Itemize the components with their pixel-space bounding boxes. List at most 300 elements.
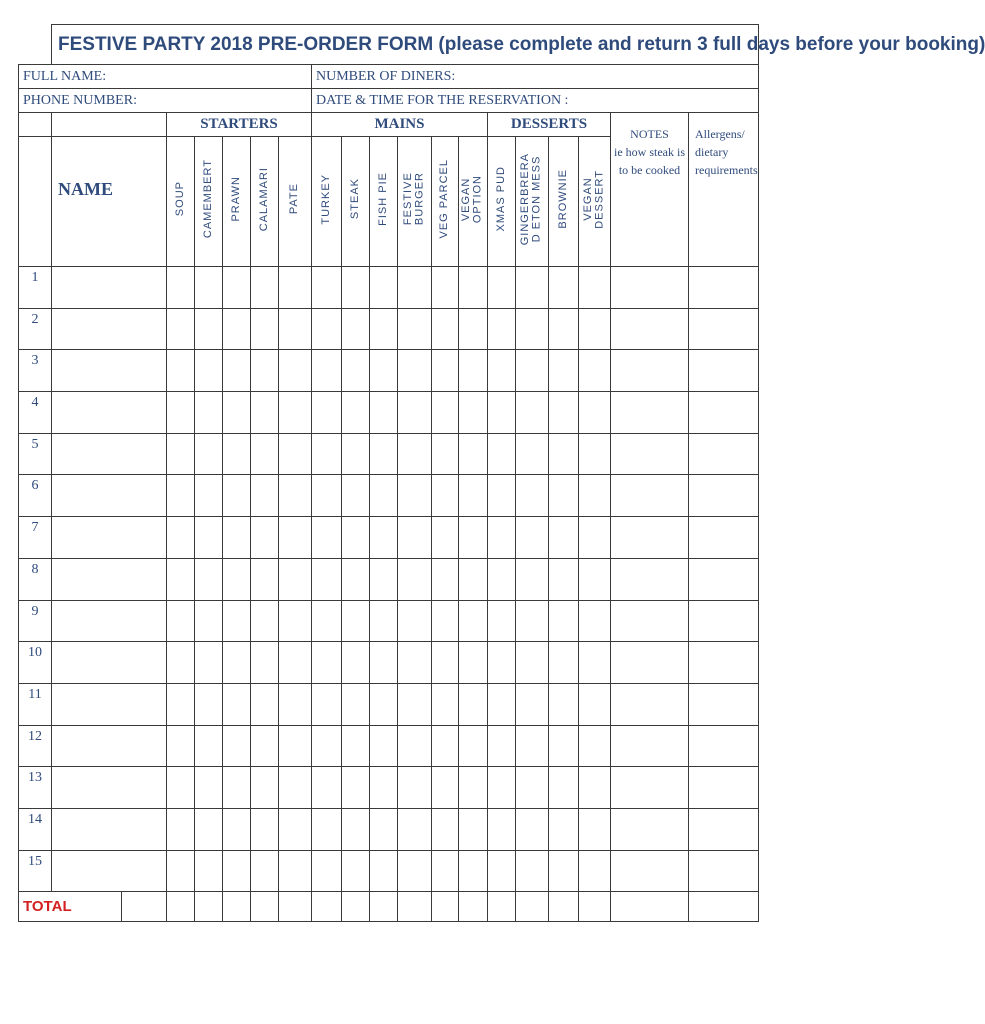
dish-qty-cell[interactable] — [549, 558, 579, 600]
dish-qty-cell[interactable] — [370, 808, 398, 850]
dish-qty-cell[interactable] — [459, 558, 488, 600]
dish-qty-cell[interactable] — [195, 642, 223, 684]
dish-qty-cell[interactable] — [398, 642, 432, 684]
allergens-cell[interactable] — [689, 433, 759, 475]
dish-qty-cell[interactable] — [370, 725, 398, 767]
notes-cell[interactable] — [611, 642, 689, 684]
dish-qty-cell[interactable] — [370, 350, 398, 392]
dish-qty-cell[interactable] — [432, 558, 459, 600]
dish-qty-cell[interactable] — [398, 350, 432, 392]
total-cell[interactable] — [312, 892, 342, 922]
total-cell[interactable] — [167, 892, 195, 922]
dish-header-dessert-3 — [579, 137, 611, 267]
dish-qty-cell[interactable] — [223, 267, 251, 309]
dish-qty-cell[interactable] — [579, 475, 611, 517]
dish-qty-cell[interactable] — [167, 850, 195, 892]
dish-qty-cell[interactable] — [251, 683, 279, 725]
dish-qty-cell[interactable] — [195, 392, 223, 434]
dish-qty-cell[interactable] — [279, 808, 312, 850]
dish-qty-cell[interactable] — [488, 808, 516, 850]
dish-qty-cell[interactable] — [370, 308, 398, 350]
dish-qty-cell[interactable] — [432, 808, 459, 850]
dish-qty-cell[interactable] — [251, 767, 279, 809]
diner-name-cell[interactable] — [52, 433, 167, 475]
dish-qty-cell[interactable] — [459, 683, 488, 725]
dish-qty-cell[interactable] — [398, 392, 432, 434]
dish-qty-cell[interactable] — [432, 517, 459, 559]
diner-name-cell[interactable] — [52, 725, 167, 767]
dish-qty-cell[interactable] — [459, 392, 488, 434]
diner-name-cell[interactable] — [52, 308, 167, 350]
dish-qty-cell[interactable] — [488, 475, 516, 517]
dish-qty-cell[interactable] — [223, 392, 251, 434]
dish-qty-cell[interactable] — [251, 642, 279, 684]
dish-qty-cell[interactable] — [195, 725, 223, 767]
dish-qty-cell[interactable] — [342, 808, 370, 850]
dish-qty-cell[interactable] — [370, 433, 398, 475]
dish-qty-cell[interactable] — [370, 850, 398, 892]
dish-qty-cell[interactable] — [312, 517, 342, 559]
dish-header-main-1 — [342, 137, 370, 267]
dish-qty-cell[interactable] — [459, 767, 488, 809]
dish-qty-cell[interactable] — [516, 642, 549, 684]
total-cell[interactable] — [459, 892, 488, 922]
dish-qty-cell[interactable] — [549, 850, 579, 892]
dish-qty-cell[interactable] — [279, 517, 312, 559]
dish-qty-cell[interactable] — [167, 267, 195, 309]
notes-cell[interactable] — [611, 267, 689, 309]
dish-qty-cell[interactable] — [459, 267, 488, 309]
dish-qty-cell[interactable] — [279, 475, 312, 517]
diner-name-cell[interactable] — [52, 392, 167, 434]
dish-qty-cell[interactable] — [312, 683, 342, 725]
dish-qty-cell[interactable] — [342, 767, 370, 809]
dish-qty-cell[interactable] — [195, 558, 223, 600]
dish-qty-cell[interactable] — [488, 517, 516, 559]
total-cell[interactable] — [432, 892, 459, 922]
dish-qty-cell[interactable] — [342, 350, 370, 392]
notes-cell[interactable] — [611, 850, 689, 892]
dish-qty-cell[interactable] — [251, 558, 279, 600]
dish-label: SOUP — [173, 181, 186, 217]
dish-qty-cell[interactable] — [195, 850, 223, 892]
dish-qty-cell[interactable] — [579, 558, 611, 600]
dish-qty-cell[interactable] — [516, 558, 549, 600]
dish-qty-cell[interactable] — [279, 433, 312, 475]
dish-qty-cell[interactable] — [549, 642, 579, 684]
dish-qty-cell[interactable] — [459, 808, 488, 850]
dish-qty-cell[interactable] — [279, 267, 312, 309]
dish-qty-cell[interactable] — [579, 350, 611, 392]
dish-qty-cell[interactable] — [167, 475, 195, 517]
dish-header-main-0 — [312, 137, 342, 267]
dish-qty-cell[interactable] — [223, 433, 251, 475]
total-cell[interactable] — [488, 892, 516, 922]
dish-qty-cell[interactable] — [398, 683, 432, 725]
total-cell[interactable] — [579, 892, 611, 922]
dish-qty-cell[interactable] — [279, 350, 312, 392]
notes-cell[interactable] — [611, 308, 689, 350]
notes-cell[interactable] — [611, 350, 689, 392]
dish-qty-cell[interactable] — [488, 350, 516, 392]
dish-qty-cell[interactable] — [251, 475, 279, 517]
dish-qty-cell[interactable] — [312, 808, 342, 850]
dish-qty-cell[interactable] — [549, 350, 579, 392]
dish-qty-cell[interactable] — [342, 725, 370, 767]
dish-qty-cell[interactable] — [432, 767, 459, 809]
dish-qty-cell[interactable] — [342, 392, 370, 434]
dish-qty-cell[interactable] — [370, 517, 398, 559]
dish-qty-cell[interactable] — [251, 808, 279, 850]
dish-qty-cell[interactable] — [195, 808, 223, 850]
dish-qty-cell[interactable] — [223, 642, 251, 684]
diner-name-cell[interactable] — [52, 808, 167, 850]
dish-qty-cell[interactable] — [251, 850, 279, 892]
dish-qty-cell[interactable] — [195, 350, 223, 392]
dish-qty-cell[interactable] — [432, 350, 459, 392]
dish-qty-cell[interactable] — [167, 808, 195, 850]
dish-qty-cell[interactable] — [549, 433, 579, 475]
dish-qty-cell[interactable] — [167, 642, 195, 684]
dish-qty-cell[interactable] — [398, 808, 432, 850]
dish-qty-cell[interactable] — [167, 767, 195, 809]
dish-qty-cell[interactable] — [432, 642, 459, 684]
dish-qty-cell[interactable] — [167, 683, 195, 725]
diner-name-cell[interactable] — [52, 350, 167, 392]
dish-qty-cell[interactable] — [432, 600, 459, 642]
diner-name-cell[interactable] — [52, 558, 167, 600]
dish-qty-cell[interactable] — [251, 600, 279, 642]
allergens-cell[interactable] — [689, 350, 759, 392]
dish-qty-cell[interactable] — [312, 600, 342, 642]
dish-qty-cell[interactable] — [459, 517, 488, 559]
dish-qty-cell[interactable] — [279, 725, 312, 767]
dish-qty-cell[interactable] — [516, 517, 549, 559]
dish-qty-cell[interactable] — [370, 558, 398, 600]
dish-qty-cell[interactable] — [459, 600, 488, 642]
dish-qty-cell[interactable] — [167, 433, 195, 475]
dish-qty-cell[interactable] — [432, 267, 459, 309]
dish-qty-cell[interactable] — [167, 517, 195, 559]
total-cell[interactable] — [251, 892, 279, 922]
dish-qty-cell[interactable] — [579, 392, 611, 434]
dish-qty-cell[interactable] — [459, 475, 488, 517]
dish-qty-cell[interactable] — [195, 683, 223, 725]
dish-qty-cell[interactable] — [223, 475, 251, 517]
dish-qty-cell[interactable] — [370, 600, 398, 642]
full-name-field[interactable]: FULL NAME: — [19, 65, 312, 89]
dish-qty-cell[interactable] — [516, 433, 549, 475]
dish-qty-cell[interactable] — [251, 433, 279, 475]
dish-qty-cell[interactable] — [342, 308, 370, 350]
dish-qty-cell[interactable] — [579, 267, 611, 309]
notes-cell[interactable] — [611, 433, 689, 475]
total-cell[interactable] — [398, 892, 432, 922]
dish-qty-cell[interactable] — [251, 308, 279, 350]
dish-qty-cell[interactable] — [342, 683, 370, 725]
diner-name-cell[interactable] — [52, 475, 167, 517]
dish-qty-cell[interactable] — [195, 267, 223, 309]
dish-qty-cell[interactable] — [279, 392, 312, 434]
dish-qty-cell[interactable] — [549, 475, 579, 517]
total-cell[interactable] — [689, 892, 759, 922]
dish-qty-cell[interactable] — [223, 683, 251, 725]
dish-qty-cell[interactable] — [398, 475, 432, 517]
allergens-cell[interactable] — [689, 517, 759, 559]
dish-qty-cell[interactable] — [398, 308, 432, 350]
dish-qty-cell[interactable] — [370, 642, 398, 684]
dish-qty-cell[interactable] — [488, 642, 516, 684]
total-cell[interactable] — [342, 892, 370, 922]
dish-qty-cell[interactable] — [223, 600, 251, 642]
dish-qty-cell[interactable] — [223, 558, 251, 600]
allergens-cell[interactable] — [689, 642, 759, 684]
notes-cell[interactable] — [611, 558, 689, 600]
dish-qty-cell[interactable] — [432, 850, 459, 892]
dish-qty-cell[interactable] — [251, 392, 279, 434]
dish-qty-cell[interactable] — [579, 517, 611, 559]
diner-name-cell[interactable] — [52, 517, 167, 559]
dish-qty-cell[interactable] — [398, 725, 432, 767]
dish-qty-cell[interactable] — [312, 433, 342, 475]
notes-cell[interactable] — [611, 475, 689, 517]
dish-qty-cell[interactable] — [488, 392, 516, 434]
dish-qty-cell[interactable] — [398, 767, 432, 809]
phone-number-field[interactable]: PHONE NUMBER: — [19, 89, 312, 113]
dish-qty-cell[interactable] — [312, 475, 342, 517]
dish-qty-cell[interactable] — [516, 350, 549, 392]
dish-qty-cell[interactable] — [549, 683, 579, 725]
dish-qty-cell[interactable] — [432, 683, 459, 725]
diner-row — [19, 600, 759, 642]
total-cell[interactable] — [370, 892, 398, 922]
dish-qty-cell[interactable] — [312, 350, 342, 392]
dish-qty-cell[interactable] — [488, 558, 516, 600]
dish-qty-cell[interactable] — [279, 308, 312, 350]
dish-qty-cell[interactable] — [342, 433, 370, 475]
dish-qty-cell[interactable] — [195, 767, 223, 809]
dish-qty-cell[interactable] — [579, 433, 611, 475]
notes-cell[interactable] — [611, 600, 689, 642]
dish-qty-cell[interactable] — [312, 558, 342, 600]
allergens-cell[interactable] — [689, 392, 759, 434]
dish-qty-cell[interactable] — [459, 850, 488, 892]
diner-name-cell[interactable] — [52, 600, 167, 642]
dish-qty-cell[interactable] — [488, 850, 516, 892]
dish-qty-cell[interactable] — [579, 683, 611, 725]
dish-qty-cell[interactable] — [312, 267, 342, 309]
allergens-cell[interactable] — [689, 267, 759, 309]
dish-qty-cell[interactable] — [223, 517, 251, 559]
dish-qty-cell[interactable] — [223, 767, 251, 809]
allergens-cell[interactable] — [689, 767, 759, 809]
total-cell[interactable] — [195, 892, 223, 922]
dish-qty-cell[interactable] — [516, 308, 549, 350]
dish-qty-cell[interactable] — [223, 808, 251, 850]
allergens-cell[interactable] — [689, 850, 759, 892]
dish-qty-cell[interactable] — [167, 725, 195, 767]
dish-qty-cell[interactable] — [516, 475, 549, 517]
dish-qty-cell[interactable] — [579, 808, 611, 850]
notes-cell[interactable] — [611, 725, 689, 767]
allergens-cell[interactable] — [689, 600, 759, 642]
number-of-diners-field[interactable]: NUMBER OF DINERS: — [312, 65, 759, 89]
dish-qty-cell[interactable] — [488, 267, 516, 309]
dish-qty-cell[interactable] — [279, 600, 312, 642]
total-cell[interactable] — [279, 892, 312, 922]
dish-qty-cell[interactable] — [251, 350, 279, 392]
row-number: 13 — [19, 767, 52, 809]
dish-label: VEGAN DESSERT — [581, 169, 606, 229]
dish-qty-cell[interactable] — [398, 433, 432, 475]
dish-qty-cell[interactable] — [516, 683, 549, 725]
dish-qty-cell[interactable] — [549, 517, 579, 559]
dish-qty-cell[interactable] — [398, 517, 432, 559]
dish-qty-cell[interactable] — [279, 850, 312, 892]
dish-qty-cell[interactable] — [312, 850, 342, 892]
total-cell[interactable] — [611, 892, 689, 922]
dish-qty-cell[interactable] — [195, 600, 223, 642]
dish-qty-cell[interactable] — [516, 850, 549, 892]
dish-qty-cell[interactable] — [432, 392, 459, 434]
notes-cell[interactable] — [611, 767, 689, 809]
dish-qty-cell[interactable] — [488, 683, 516, 725]
dish-qty-cell[interactable] — [432, 725, 459, 767]
total-cell[interactable] — [549, 892, 579, 922]
dish-qty-cell[interactable] — [516, 767, 549, 809]
dish-qty-cell[interactable] — [251, 725, 279, 767]
dish-qty-cell[interactable] — [312, 767, 342, 809]
dish-qty-cell[interactable] — [195, 308, 223, 350]
dish-qty-cell[interactable] — [459, 725, 488, 767]
total-cell[interactable] — [223, 892, 251, 922]
dish-qty-cell[interactable] — [223, 350, 251, 392]
dish-qty-cell[interactable] — [167, 392, 195, 434]
dish-qty-cell[interactable] — [370, 767, 398, 809]
dish-qty-cell[interactable] — [516, 808, 549, 850]
dish-qty-cell[interactable] — [549, 308, 579, 350]
diner-name-cell[interactable] — [52, 642, 167, 684]
dish-qty-cell[interactable] — [516, 267, 549, 309]
dish-qty-cell[interactable] — [342, 475, 370, 517]
notes-cell[interactable] — [611, 392, 689, 434]
dish-qty-cell[interactable] — [370, 392, 398, 434]
dish-qty-cell[interactable] — [432, 475, 459, 517]
dish-qty-cell[interactable] — [459, 642, 488, 684]
dish-qty-cell[interactable] — [459, 308, 488, 350]
allergens-cell[interactable] — [689, 808, 759, 850]
dish-qty-cell[interactable] — [488, 725, 516, 767]
dish-qty-cell[interactable] — [370, 267, 398, 309]
dish-qty-cell[interactable] — [167, 558, 195, 600]
dish-qty-cell[interactable] — [579, 767, 611, 809]
dish-qty-cell[interactable] — [223, 308, 251, 350]
dish-qty-cell[interactable] — [279, 683, 312, 725]
dish-qty-cell[interactable] — [579, 850, 611, 892]
dish-qty-cell[interactable] — [195, 517, 223, 559]
dish-qty-cell[interactable] — [312, 308, 342, 350]
dish-qty-cell[interactable] — [312, 642, 342, 684]
dish-qty-cell[interactable] — [549, 808, 579, 850]
total-cell[interactable] — [122, 892, 167, 922]
allergens-cell[interactable] — [689, 475, 759, 517]
dish-qty-cell[interactable] — [579, 642, 611, 684]
diner-name-cell[interactable] — [52, 767, 167, 809]
dish-qty-cell[interactable] — [342, 642, 370, 684]
dish-qty-cell[interactable] — [488, 767, 516, 809]
dish-qty-cell[interactable] — [251, 267, 279, 309]
dish-qty-cell[interactable] — [370, 475, 398, 517]
notes-cell[interactable] — [611, 808, 689, 850]
dish-qty-cell[interactable] — [195, 433, 223, 475]
dish-qty-cell[interactable] — [579, 600, 611, 642]
dish-qty-cell[interactable] — [488, 308, 516, 350]
dish-qty-cell[interactable] — [223, 850, 251, 892]
dish-qty-cell[interactable] — [223, 725, 251, 767]
dish-qty-cell[interactable] — [432, 433, 459, 475]
dish-qty-cell[interactable] — [549, 725, 579, 767]
dish-qty-cell[interactable] — [549, 267, 579, 309]
dish-qty-cell[interactable] — [279, 558, 312, 600]
dish-qty-cell[interactable] — [579, 725, 611, 767]
date-time-field[interactable]: DATE & TIME FOR THE RESERVATION : — [312, 89, 759, 113]
dish-qty-cell[interactable] — [312, 725, 342, 767]
dish-qty-cell[interactable] — [398, 600, 432, 642]
dish-qty-cell[interactable] — [549, 392, 579, 434]
total-cell[interactable] — [516, 892, 549, 922]
dish-qty-cell[interactable] — [342, 558, 370, 600]
allergens-cell[interactable] — [689, 725, 759, 767]
notes-cell[interactable] — [611, 683, 689, 725]
dish-qty-cell[interactable] — [167, 350, 195, 392]
dish-qty-cell[interactable] — [398, 558, 432, 600]
dish-qty-cell[interactable] — [370, 683, 398, 725]
dish-qty-cell[interactable] — [195, 475, 223, 517]
diner-name-cell[interactable] — [52, 267, 167, 309]
dish-qty-cell[interactable] — [279, 767, 312, 809]
allergens-cell[interactable] — [689, 558, 759, 600]
dish-qty-cell[interactable] — [516, 725, 549, 767]
dish-qty-cell[interactable] — [459, 350, 488, 392]
dish-qty-cell[interactable] — [516, 392, 549, 434]
allergens-cell[interactable] — [689, 308, 759, 350]
dish-qty-cell[interactable] — [167, 308, 195, 350]
dish-qty-cell[interactable] — [549, 767, 579, 809]
dish-qty-cell[interactable] — [312, 392, 342, 434]
dish-qty-cell[interactable] — [488, 433, 516, 475]
dish-qty-cell[interactable] — [549, 600, 579, 642]
dish-qty-cell[interactable] — [579, 308, 611, 350]
dish-qty-cell[interactable] — [167, 600, 195, 642]
dish-qty-cell[interactable] — [279, 642, 312, 684]
dish-qty-cell[interactable] — [398, 267, 432, 309]
dish-qty-cell[interactable] — [459, 433, 488, 475]
notes-cell[interactable] — [611, 517, 689, 559]
dish-qty-cell[interactable] — [516, 600, 549, 642]
dish-qty-cell[interactable] — [342, 850, 370, 892]
dish-qty-cell[interactable] — [488, 600, 516, 642]
allergens-cell[interactable] — [689, 683, 759, 725]
diner-name-cell[interactable] — [52, 850, 167, 892]
dish-qty-cell[interactable] — [432, 308, 459, 350]
dish-qty-cell[interactable] — [342, 600, 370, 642]
row-number: 5 — [19, 433, 52, 475]
diner-name-cell[interactable] — [52, 683, 167, 725]
dish-qty-cell[interactable] — [342, 517, 370, 559]
dish-qty-cell[interactable] — [398, 850, 432, 892]
dish-qty-cell[interactable] — [342, 267, 370, 309]
dish-qty-cell[interactable] — [251, 517, 279, 559]
